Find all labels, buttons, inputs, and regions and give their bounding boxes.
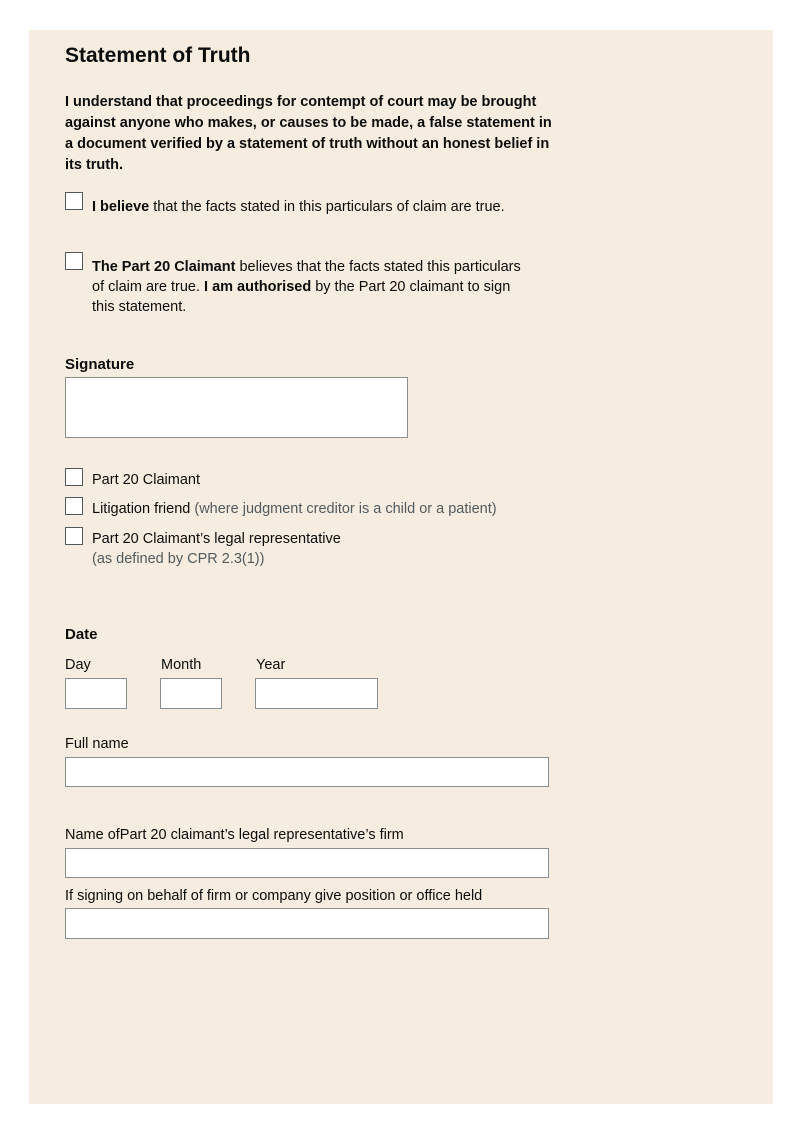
i-believe-checkbox[interactable] <box>65 192 83 210</box>
role-litigation-friend-checkbox[interactable] <box>65 497 83 515</box>
month-label: Month <box>161 657 202 673</box>
role-part20-claimant-checkbox[interactable] <box>65 468 83 486</box>
day-input[interactable] <box>66 679 126 708</box>
date-label: Date <box>65 626 98 643</box>
i-believe-label <box>92 197 542 217</box>
part20-believes-label <box>92 257 532 317</box>
litigation-friend-text: Litigation friend <box>92 501 191 517</box>
firm-name-input[interactable] <box>66 849 548 877</box>
position-label: If signing on behalf of firm or company give position or office held <box>65 888 483 904</box>
month-field[interactable] <box>160 678 222 709</box>
position-input[interactable] <box>66 909 548 938</box>
full-name-input[interactable] <box>66 758 548 786</box>
day-field[interactable] <box>65 678 127 709</box>
signature-input[interactable] <box>66 378 407 437</box>
contempt-warning-text: I understand that proceedings for contempt of court may be brought against anyone who makes, or causes to be made, a false statement in a document verified by a statement of truth without an honest belief in its truth. <box>65 94 552 173</box>
position-field[interactable] <box>65 908 549 939</box>
role-legal-rep-label: Part 20 Claimant’s legal representative <box>92 531 341 547</box>
role-legal-rep-checkbox[interactable] <box>65 527 83 545</box>
full-name-label: Full name <box>65 736 129 752</box>
role-litigation-friend-label <box>92 499 497 519</box>
firm-name-label: Name ofPart 20 claimant’s legal representative’s firm <box>65 827 404 843</box>
full-name-field[interactable] <box>65 757 549 787</box>
firm-name-field[interactable] <box>65 848 549 878</box>
signature-box[interactable] <box>65 377 408 438</box>
role-legal-rep-note: (as defined by CPR 2.3(1)) <box>92 551 265 567</box>
i-am-authorised-bold: I am authorised <box>204 279 312 295</box>
i-believe-bold: I believe <box>92 199 150 215</box>
litigation-friend-note: (where judgment creditor is a child or a patient) <box>190 501 497 517</box>
part20-claimant-bold: The Part 20 Claimant <box>92 259 236 275</box>
part20-believes-mid: believes that the facts stated this particulars of claim are true. <box>92 259 521 295</box>
year-label: Year <box>256 657 286 673</box>
part20-believes-checkbox[interactable] <box>65 252 83 270</box>
year-input[interactable] <box>256 679 377 708</box>
signature-label: Signature <box>65 356 135 373</box>
section-title: Statement of Truth <box>65 44 251 67</box>
year-field[interactable] <box>255 678 378 709</box>
i-believe-rest: that the facts stated in this particulars of claim are true. <box>149 199 505 215</box>
role-part20-claimant-label: Part 20 Claimant <box>92 472 200 488</box>
month-input[interactable] <box>161 679 221 708</box>
part20-believes-end: by the Part 20 claimant to sign this statement. <box>92 279 511 315</box>
day-label: Day <box>65 657 91 673</box>
